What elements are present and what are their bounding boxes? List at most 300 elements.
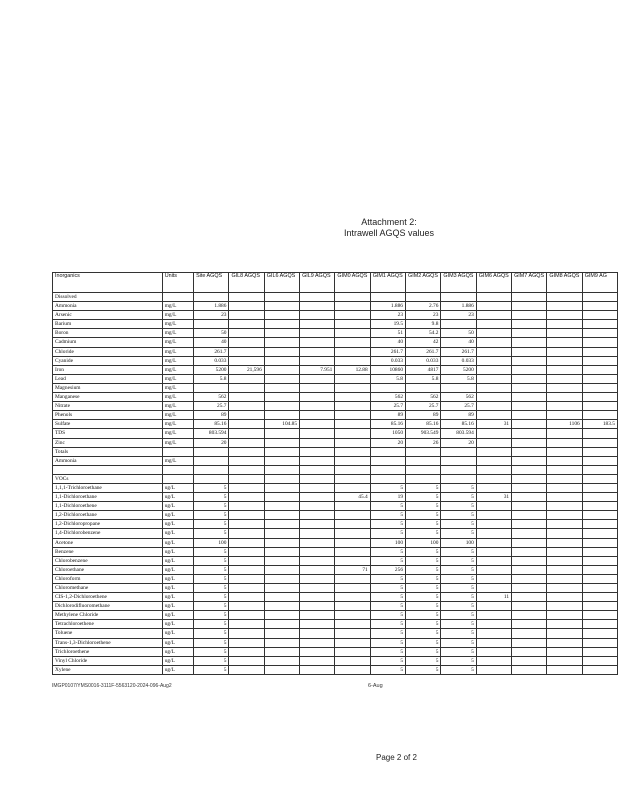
value-cell	[370, 383, 405, 392]
value-cell	[476, 347, 511, 356]
value-cell: 5.8	[406, 374, 441, 383]
value-cell: 11	[476, 593, 511, 602]
parameter-cell: Lead	[53, 374, 163, 383]
agqs-table	[52, 272, 618, 675]
value-cell	[547, 593, 582, 602]
value-cell	[300, 556, 335, 565]
value-cell	[229, 393, 264, 402]
value-cell	[335, 293, 370, 302]
value-cell	[476, 574, 511, 583]
value-cell	[335, 574, 370, 583]
value-cell	[229, 347, 264, 356]
value-cell: 5	[406, 647, 441, 656]
value-cell	[300, 611, 335, 620]
unit-cell: ug/L	[162, 547, 193, 556]
value-cell	[512, 365, 547, 374]
value-cell	[476, 402, 511, 411]
value-cell	[300, 565, 335, 574]
value-cell: 562	[370, 393, 405, 402]
value-cell	[335, 656, 370, 665]
value-cell: 5	[194, 665, 229, 674]
page-number: Page 2 of 2	[376, 753, 417, 762]
value-cell	[512, 584, 547, 593]
value-cell	[335, 374, 370, 383]
attachment-subtitle: Intrawell AGQS values	[343, 228, 435, 238]
value-cell	[229, 647, 264, 656]
value-cell	[300, 438, 335, 447]
value-cell	[582, 438, 617, 447]
value-cell: 562	[194, 393, 229, 402]
value-cell: 5	[370, 584, 405, 593]
value-cell	[264, 293, 299, 302]
unit-cell: mg/L	[162, 411, 193, 420]
value-cell	[582, 565, 617, 574]
parameter-cell: Tetrachloroethene	[53, 620, 163, 629]
value-cell: 5	[441, 483, 476, 492]
table-row	[53, 638, 618, 647]
parameter-cell: Chloroform	[53, 574, 163, 583]
value-cell	[300, 529, 335, 538]
value-cell	[264, 338, 299, 347]
table-row	[53, 656, 618, 665]
value-cell	[582, 393, 617, 402]
unit-cell: mg/L	[162, 438, 193, 447]
table-row	[53, 584, 618, 593]
value-cell	[229, 383, 264, 392]
value-cell	[512, 383, 547, 392]
value-cell: 31	[476, 420, 511, 429]
unit-cell: ug/L	[162, 629, 193, 638]
value-cell: 5	[370, 511, 405, 520]
value-cell	[582, 474, 617, 483]
value-cell: 31	[476, 493, 511, 502]
value-cell: 903.549	[406, 429, 441, 438]
value-cell	[335, 593, 370, 602]
parameter-cell: Acetone	[53, 538, 163, 547]
value-cell	[547, 356, 582, 365]
value-cell: 562	[406, 393, 441, 402]
value-cell	[512, 502, 547, 511]
value-cell: 261.7	[406, 347, 441, 356]
value-cell: 50	[194, 329, 229, 338]
value-cell: 5	[194, 520, 229, 529]
value-cell	[582, 502, 617, 511]
value-cell: 20	[370, 438, 405, 447]
value-cell: 0.033	[441, 356, 476, 365]
value-cell	[582, 647, 617, 656]
unit-cell: ug/L	[162, 611, 193, 620]
value-cell: 261.7	[370, 347, 405, 356]
value-cell	[335, 420, 370, 429]
value-cell: 20	[441, 438, 476, 447]
parameter-cell: Trichloroethene	[53, 647, 163, 656]
value-cell	[582, 338, 617, 347]
parameter-cell: Barium	[53, 320, 163, 329]
value-cell: 5	[406, 593, 441, 602]
unit-cell: ug/L	[162, 656, 193, 665]
value-cell	[476, 429, 511, 438]
value-cell: 5	[194, 556, 229, 565]
value-cell	[300, 483, 335, 492]
value-cell	[300, 338, 335, 347]
value-cell	[264, 347, 299, 356]
value-cell	[512, 374, 547, 383]
value-cell	[547, 638, 582, 647]
table-row	[53, 329, 618, 338]
value-cell	[229, 311, 264, 320]
value-cell	[300, 393, 335, 402]
value-cell	[300, 584, 335, 593]
table-row	[53, 602, 618, 611]
table-row	[53, 311, 618, 320]
value-cell	[547, 565, 582, 574]
value-cell	[582, 520, 617, 529]
value-cell: 5	[194, 656, 229, 665]
value-cell	[547, 347, 582, 356]
value-cell	[547, 393, 582, 402]
value-cell	[512, 320, 547, 329]
value-cell: 5	[370, 483, 405, 492]
value-cell: 19.5	[370, 320, 405, 329]
unit-cell: ug/L	[162, 620, 193, 629]
value-cell	[512, 311, 547, 320]
value-cell: 5	[441, 656, 476, 665]
parameter-cell: Vinyl Chloride	[53, 656, 163, 665]
value-cell: 5	[194, 629, 229, 638]
value-cell	[300, 520, 335, 529]
unit-cell: mg/L	[162, 393, 193, 402]
value-cell: 5	[406, 502, 441, 511]
table-row	[53, 520, 618, 529]
value-cell	[229, 438, 264, 447]
value-cell	[264, 529, 299, 538]
footer-file-ref: IMGP0107/YMS0016-3111F-5563120-2024-096-Aug2	[52, 683, 172, 689]
value-cell	[512, 556, 547, 565]
value-cell	[476, 629, 511, 638]
value-cell: 7.951	[300, 365, 335, 374]
value-cell	[441, 456, 476, 465]
value-cell: 5	[406, 547, 441, 556]
value-cell	[512, 665, 547, 674]
value-cell	[229, 456, 264, 465]
value-cell: 256	[370, 565, 405, 574]
value-cell	[229, 493, 264, 502]
value-cell	[229, 629, 264, 638]
value-cell: 9.8	[406, 320, 441, 329]
value-cell: 5	[194, 547, 229, 556]
unit-cell: mg/L	[162, 365, 193, 374]
value-cell: 5	[441, 493, 476, 502]
value-cell	[264, 302, 299, 311]
value-cell: 5	[406, 483, 441, 492]
value-cell: 5	[370, 556, 405, 565]
value-cell	[264, 320, 299, 329]
value-cell	[512, 393, 547, 402]
parameter-cell: Totals	[53, 447, 163, 456]
value-cell: 89	[406, 411, 441, 420]
value-cell	[264, 456, 299, 465]
value-cell	[547, 429, 582, 438]
value-cell	[264, 465, 299, 474]
value-cell: 261.7	[441, 347, 476, 356]
table-row	[53, 456, 618, 465]
value-cell	[229, 429, 264, 438]
table-row	[53, 393, 618, 402]
value-cell: 5	[370, 665, 405, 674]
value-cell	[300, 493, 335, 502]
value-cell	[547, 311, 582, 320]
value-cell	[300, 302, 335, 311]
value-cell	[476, 438, 511, 447]
value-cell	[264, 502, 299, 511]
value-cell	[264, 393, 299, 402]
value-cell	[512, 611, 547, 620]
table-row	[53, 565, 618, 574]
value-cell	[335, 338, 370, 347]
value-cell: 5	[441, 556, 476, 565]
value-cell: 89	[370, 411, 405, 420]
value-cell	[582, 611, 617, 620]
parameter-cell: Chloride	[53, 347, 163, 356]
value-cell	[264, 374, 299, 383]
unit-cell: mg/L	[162, 383, 193, 392]
value-cell: 5	[441, 547, 476, 556]
value-cell	[512, 474, 547, 483]
value-cell	[476, 393, 511, 402]
value-cell	[300, 574, 335, 583]
table-row	[53, 447, 618, 456]
value-cell	[335, 584, 370, 593]
unit-cell: mg/L	[162, 374, 193, 383]
value-cell: 5	[370, 656, 405, 665]
value-cell: 4817	[406, 365, 441, 374]
value-cell	[229, 483, 264, 492]
table-row	[53, 474, 618, 483]
value-cell: 5	[370, 529, 405, 538]
column-header: GIL8 AGQS	[229, 273, 264, 293]
unit-cell: ug/L	[162, 520, 193, 529]
value-cell	[300, 320, 335, 329]
column-header: GIM0 AGQS	[335, 273, 370, 293]
value-cell: 261.7	[194, 347, 229, 356]
value-cell: 5	[194, 584, 229, 593]
value-cell	[512, 602, 547, 611]
value-cell	[476, 520, 511, 529]
value-cell: 45.4	[335, 493, 370, 502]
value-cell	[300, 465, 335, 474]
unit-cell	[162, 293, 193, 302]
table-row	[53, 347, 618, 356]
unit-cell: mg/L	[162, 429, 193, 438]
value-cell	[300, 538, 335, 547]
parameter-cell: Sulfate	[53, 420, 163, 429]
value-cell	[229, 556, 264, 565]
value-cell	[229, 538, 264, 547]
table-row	[53, 365, 618, 374]
column-header: GIM8 AGQS	[547, 273, 582, 293]
value-cell	[300, 456, 335, 465]
value-cell: 5	[194, 602, 229, 611]
value-cell	[512, 511, 547, 520]
value-cell	[476, 511, 511, 520]
unit-cell: ug/L	[162, 602, 193, 611]
value-cell	[264, 629, 299, 638]
value-cell	[582, 402, 617, 411]
value-cell	[300, 347, 335, 356]
value-cell	[476, 611, 511, 620]
value-cell	[335, 529, 370, 538]
value-cell: 5	[406, 638, 441, 647]
value-cell	[547, 620, 582, 629]
value-cell	[582, 356, 617, 365]
value-cell: 5	[370, 502, 405, 511]
value-cell	[582, 447, 617, 456]
value-cell	[476, 529, 511, 538]
value-cell	[229, 465, 264, 474]
value-cell: 5	[194, 511, 229, 520]
value-cell	[441, 293, 476, 302]
value-cell	[512, 356, 547, 365]
value-cell	[476, 302, 511, 311]
value-cell	[582, 374, 617, 383]
value-cell: 5	[441, 611, 476, 620]
value-cell: 40	[370, 338, 405, 347]
value-cell	[229, 602, 264, 611]
value-cell	[335, 556, 370, 565]
value-cell: 5	[194, 638, 229, 647]
value-cell	[476, 638, 511, 647]
attachment-title: Attachment 2:	[361, 217, 417, 227]
value-cell: 562	[441, 393, 476, 402]
table-row	[53, 556, 618, 565]
value-cell	[229, 656, 264, 665]
value-cell	[229, 302, 264, 311]
value-cell	[406, 293, 441, 302]
parameter-cell: Boron	[53, 329, 163, 338]
value-cell	[335, 429, 370, 438]
value-cell	[300, 602, 335, 611]
value-cell	[582, 365, 617, 374]
value-cell: 5	[370, 638, 405, 647]
value-cell	[229, 593, 264, 602]
value-cell	[335, 502, 370, 511]
parameter-cell: 1,1-Dichloroethane	[53, 493, 163, 502]
parameter-cell: Nitrate	[53, 402, 163, 411]
value-cell: 5	[441, 529, 476, 538]
column-header: GIM1 AGQS	[370, 273, 405, 293]
value-cell	[476, 602, 511, 611]
value-cell: 85.16	[370, 420, 405, 429]
value-cell: 5	[406, 602, 441, 611]
parameter-cell: Trans-1,3-Dichloroethene	[53, 638, 163, 647]
value-cell	[547, 602, 582, 611]
value-cell	[476, 547, 511, 556]
value-cell	[264, 538, 299, 547]
value-cell	[547, 302, 582, 311]
value-cell	[229, 502, 264, 511]
header-row	[53, 273, 618, 293]
value-cell: 5	[406, 656, 441, 665]
table-row	[53, 502, 618, 511]
value-cell	[512, 574, 547, 583]
table-row	[53, 483, 618, 492]
value-cell	[229, 329, 264, 338]
value-cell	[264, 429, 299, 438]
parameter-cell: Dissolved	[53, 293, 163, 302]
value-cell	[335, 311, 370, 320]
value-cell	[300, 383, 335, 392]
value-cell	[547, 529, 582, 538]
value-cell: 5	[441, 593, 476, 602]
value-cell	[300, 420, 335, 429]
unit-cell: mg/L	[162, 338, 193, 347]
value-cell	[582, 538, 617, 547]
value-cell	[335, 356, 370, 365]
value-cell	[229, 320, 264, 329]
value-cell: 1050	[370, 429, 405, 438]
value-cell	[476, 374, 511, 383]
parameter-cell: Arsenic	[53, 311, 163, 320]
value-cell	[476, 483, 511, 492]
value-cell	[229, 411, 264, 420]
value-cell: 10860	[370, 365, 405, 374]
value-cell	[547, 402, 582, 411]
parameter-cell: Cyanide	[53, 356, 163, 365]
value-cell	[512, 638, 547, 647]
value-cell: 1.886	[370, 302, 405, 311]
value-cell	[264, 520, 299, 529]
value-cell: 5	[370, 629, 405, 638]
table-row	[53, 511, 618, 520]
value-cell: 5	[194, 620, 229, 629]
unit-cell: ug/L	[162, 493, 193, 502]
value-cell	[547, 465, 582, 474]
value-cell	[441, 383, 476, 392]
value-cell	[264, 584, 299, 593]
unit-cell: ug/L	[162, 556, 193, 565]
value-cell: 5	[194, 611, 229, 620]
unit-cell: ug/L	[162, 638, 193, 647]
value-cell: 5.8	[441, 374, 476, 383]
value-cell: 5	[406, 611, 441, 620]
value-cell	[476, 556, 511, 565]
value-cell: 5	[194, 529, 229, 538]
value-cell	[229, 420, 264, 429]
value-cell: 5	[441, 584, 476, 593]
column-header: GIL6 AGQS	[264, 273, 299, 293]
value-cell: 5	[194, 502, 229, 511]
unit-cell: ug/L	[162, 529, 193, 538]
value-cell	[547, 584, 582, 593]
value-cell	[547, 574, 582, 583]
value-cell	[335, 620, 370, 629]
value-cell	[194, 465, 229, 474]
value-cell	[476, 383, 511, 392]
value-cell: 5	[370, 602, 405, 611]
unit-cell: mg/L	[162, 402, 193, 411]
value-cell	[582, 320, 617, 329]
value-cell	[370, 456, 405, 465]
value-cell	[547, 320, 582, 329]
unit-cell: ug/L	[162, 593, 193, 602]
value-cell: 5	[406, 565, 441, 574]
value-cell: 5	[370, 520, 405, 529]
value-cell	[335, 602, 370, 611]
parameter-cell: Chloromethane	[53, 584, 163, 593]
table-row	[53, 411, 618, 420]
value-cell: 5	[370, 620, 405, 629]
value-cell	[547, 483, 582, 492]
